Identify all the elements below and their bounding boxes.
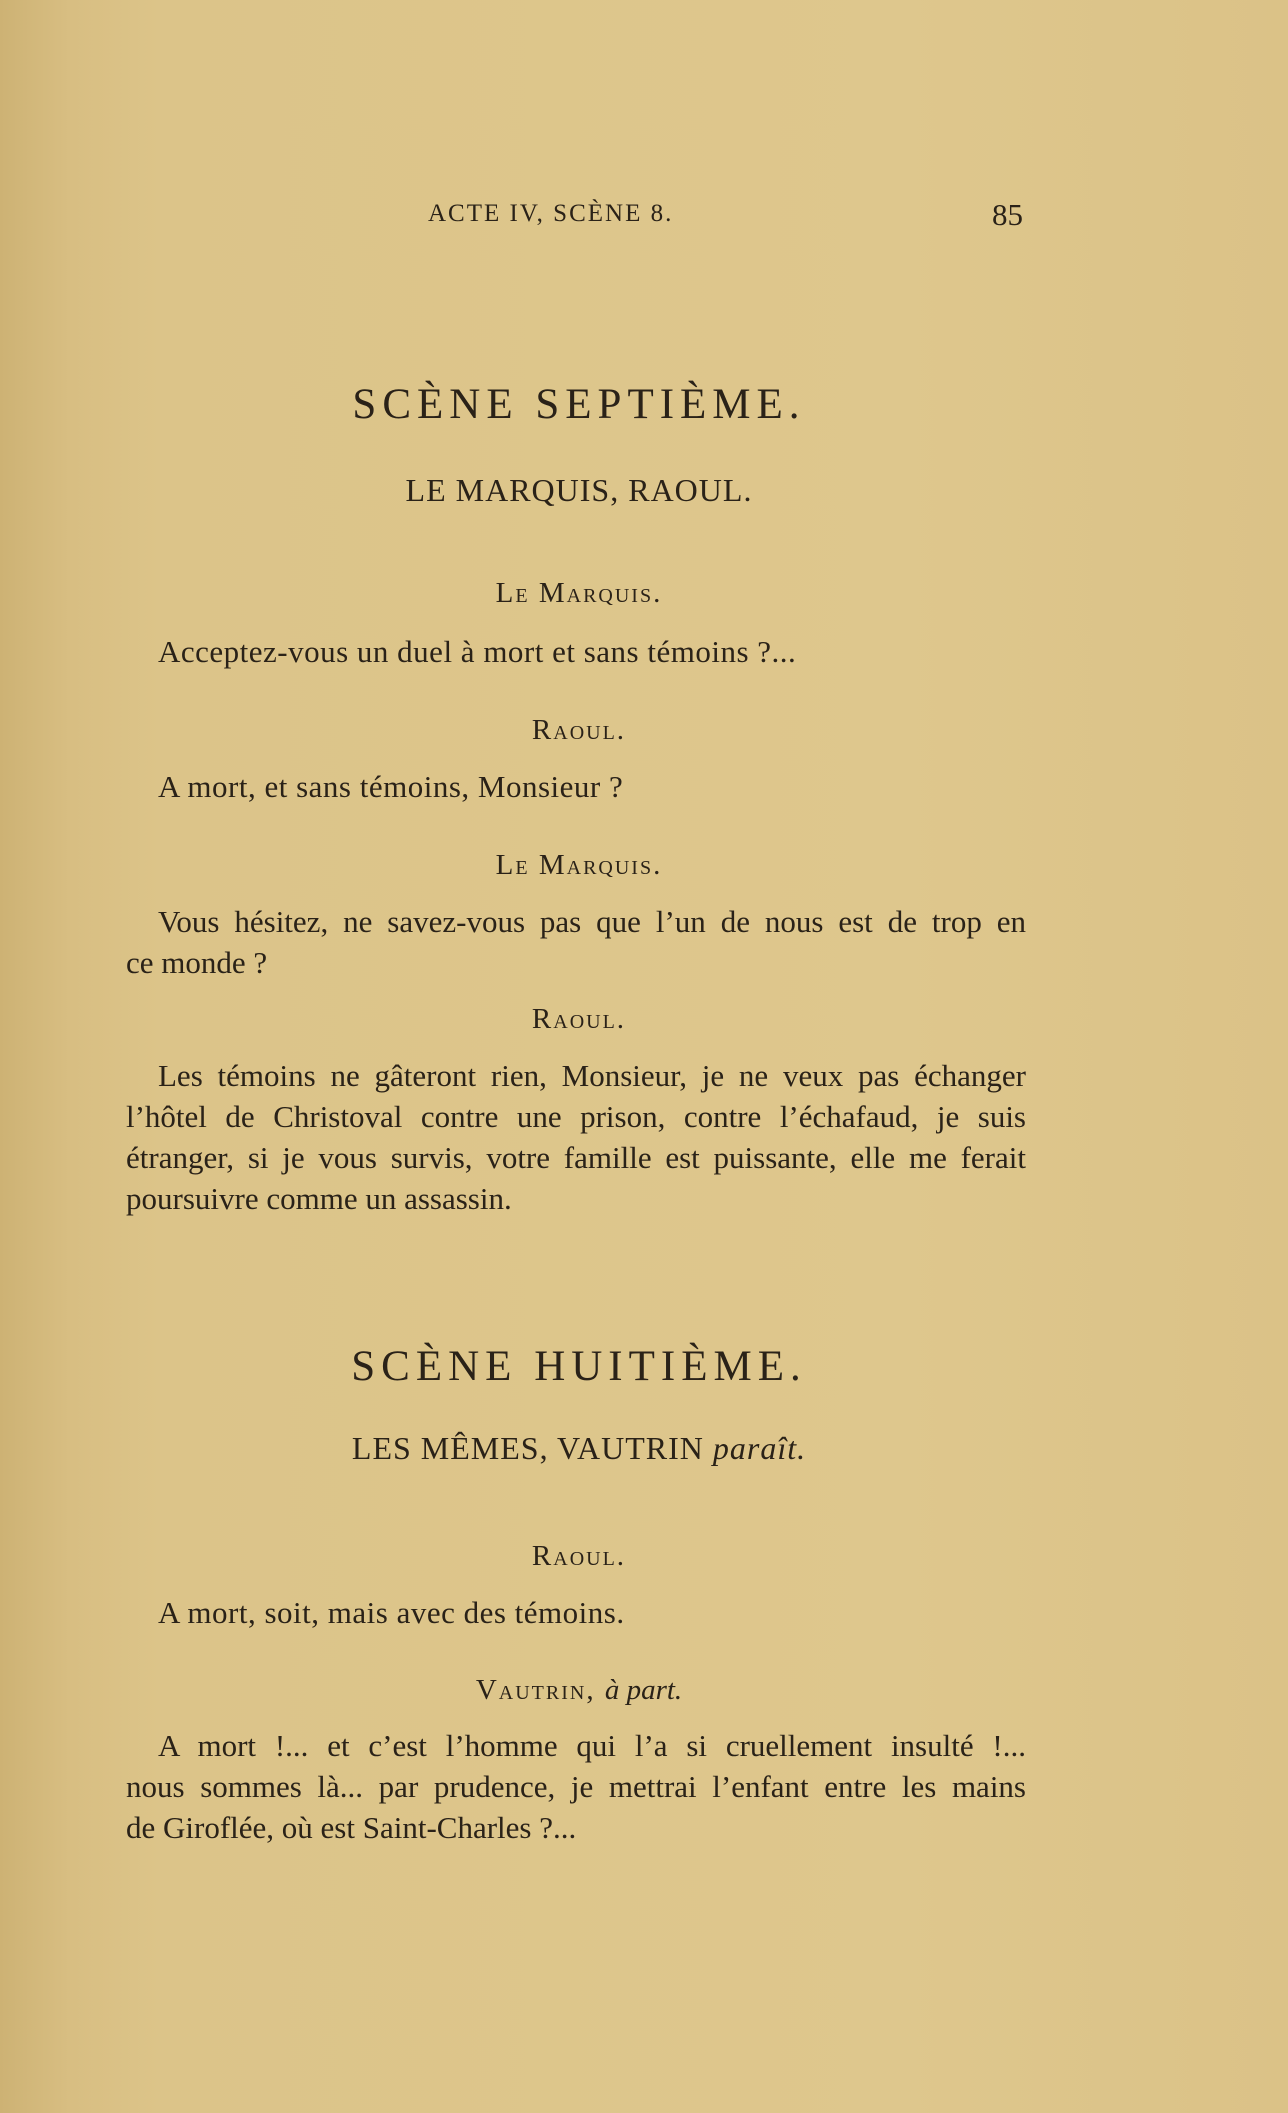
speaker-raoul-3: Raoul. — [531, 1540, 627, 1572]
dialogue-line: l’hôtel de Christoval contre une prison, contre l’échafaud, je suis — [126, 1099, 1026, 1134]
dialogue-line: A mort, soit, mais avec des témoins. — [158, 1595, 625, 1630]
cast-list-huitieme — [0, 1430, 1158, 1467]
page-number: 85 — [992, 197, 1023, 232]
stage-direction: à part. — [604, 1674, 683, 1706]
speaker-name: Vautrin, — [475, 1674, 596, 1706]
dialogue-line: nous sommes là... par prudence, je mettrai l’enfant entre les mains — [126, 1769, 1026, 1804]
dialogue-paragraph — [126, 1055, 1026, 1219]
dialogue-line: de Giroflée, où est Saint-Charles ?... — [126, 1810, 577, 1845]
cast-list-septieme: LE MARQUIS, RAOUL. — [405, 472, 753, 508]
speaker-le-marquis-1: Le Marquis. — [495, 577, 663, 609]
speaker-raoul-1: Raoul. — [531, 714, 627, 746]
speaker-le-marquis-2: Le Marquis. — [495, 849, 663, 881]
dialogue-paragraph — [126, 901, 1026, 983]
dialogue-line: Acceptez-vous un duel à mort et sans témoins ?... — [158, 634, 797, 669]
stage-direction: paraît. — [712, 1430, 807, 1466]
dialogue-line: Les témoins ne gâteront rien, Monsieur, je ne veux pas échanger — [158, 1058, 1026, 1093]
speaker-raoul-2: Raoul. — [531, 1003, 627, 1035]
dialogue-line: poursuivre comme un assassin. — [126, 1181, 512, 1216]
cast-names: LES MÊMES, VAUTRIN — [351, 1430, 704, 1466]
dialogue-line: étranger, si je vous survis, votre famille est puissante, elle me ferait — [126, 1140, 1026, 1175]
dialogue-line: Vous hésitez, ne savez-vous pas que l’un de nous est de trop en — [158, 904, 1026, 939]
running-head: ACTE IV, SCÈNE 8. — [428, 200, 674, 227]
scene-title-septieme: SCÈNE SEPTIÈME. — [352, 381, 806, 428]
dialogue-paragraph — [126, 1725, 1026, 1848]
speaker-vautrin — [0, 1674, 1158, 1707]
dialogue-line: ce monde ? — [126, 945, 268, 980]
dialogue-line: A mort !... et c’est l’homme qui l’a si cruellement insulté !... — [158, 1728, 1026, 1763]
scene-title-huitieme: SCÈNE HUITIÈME. — [351, 1343, 807, 1390]
dialogue-line: A mort, et sans témoins, Monsieur ? — [158, 769, 624, 804]
